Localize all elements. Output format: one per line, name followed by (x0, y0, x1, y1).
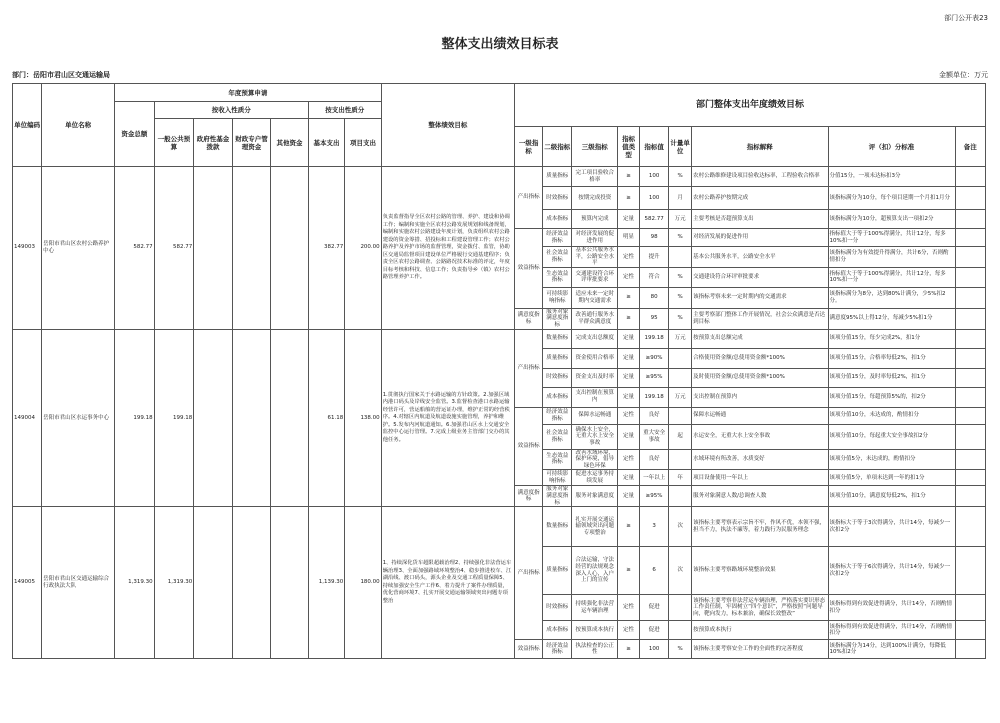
indicator-unit: 万元 (669, 387, 692, 407)
scoring-standard: 指标值大于等于100%得满分，共计12分，每多10%扣一分 (828, 229, 955, 247)
remark-cell (955, 507, 985, 547)
scoring-standard: 指标值大于等于100%得满分，共计12分，每多10%扣一分 (828, 267, 955, 287)
table-number: 部门公开表23 (944, 14, 988, 22)
indicator-level1: 满意度指标 (515, 308, 543, 329)
indicator-explanation: 交通建设符合环评审批要求 (692, 267, 828, 287)
indicator-level2: 质量指标 (543, 547, 572, 595)
header-special: 财政专户管理资金 (232, 119, 271, 167)
header-by-expense: 按支出性质分 (308, 102, 381, 119)
indicator-level2: 质量指标 (543, 348, 572, 368)
indicator-value-type: 定性 (618, 247, 640, 268)
header-total: 资金总额 (115, 102, 155, 167)
remark-cell (955, 595, 985, 621)
indicator-level3: 支出控制在预算内 (572, 387, 618, 407)
indicator-value: 199.18 (640, 387, 669, 407)
scoring-standard: 该指标大于等于6次得满分，共计14分，每减少一次扣2分 (828, 547, 955, 595)
header-l1: 一级指标 (515, 127, 543, 167)
indicator-level2: 服务对象满意度指标 (543, 308, 572, 329)
remark-cell (955, 486, 985, 507)
indicator-level2: 可持续影响指标 (543, 470, 572, 486)
indicator-value-type: ≥ (618, 287, 640, 308)
unit-overall-goal: 1、持续深化货车超限超载治理2、持续强化非法营运车辆治理3、全面加强路域环境整治4、稳步推进校车、江湖沿线、渡口码头，源头企业及交通工程质量保障5、持续加强安全生产工作6、着力提升了案件办理质量，优化营商环境7、扎实开展交通运输领域突出问题专项整治 (381, 507, 514, 659)
indicator-level3: 基本公共服务水平，公路安全水平 (572, 247, 618, 268)
indicator-value-type: 明显 (618, 229, 640, 247)
department-label: 部门：岳阳市君山区交通运输局 (12, 71, 110, 79)
indicator-value-type: 定量 (618, 210, 640, 229)
remark-cell (955, 407, 985, 424)
scoring-standard: 该项分值10分，未达成的，酌情扣分 (828, 407, 955, 424)
indicator-value-type: 定性 (618, 621, 640, 640)
header-overall-goal: 整体绩效目标 (381, 84, 514, 167)
unit-other (271, 329, 309, 507)
indicator-explanation: 该指标主要考察表示宗旨不牢，作风不优，本领不强，担当不力，执法不廉等，着力践行为民服务理念 (692, 507, 828, 547)
indicator-unit: % (669, 167, 692, 187)
indicator-unit: 万元 (669, 329, 692, 348)
scoring-standard: 该指标满分为有效提升得满分，共计6分，否则酌情扣分 (828, 247, 955, 268)
remark-cell (955, 470, 985, 486)
unit-name: 岳阳市君山区农村公路养护中心 (42, 167, 115, 330)
indicator-unit (669, 247, 692, 268)
indicator-explanation: 水域环境有所改善，水质变好 (692, 449, 828, 470)
remark-cell (955, 287, 985, 308)
indicator-value: 3 (640, 507, 669, 547)
remark-cell (955, 187, 985, 210)
money-unit-label: 金额单位：万元 (939, 71, 988, 79)
indicator-explanation: 对经济发展的促进作用 (692, 229, 828, 247)
indicator-value: ≥95% (640, 368, 669, 387)
indicator-value: ≥95% (640, 486, 669, 507)
indicator-value-type: 定量 (618, 348, 640, 368)
scoring-standard: 该指标满分为10分，每个项目延期一个月扣1月分 (828, 187, 955, 210)
indicator-level1: 效益指标 (515, 229, 543, 309)
indicator-value: 促进 (640, 595, 669, 621)
header-basic: 基本支出 (308, 119, 344, 167)
indicator-level3: 交通建设符合环评审批要求 (572, 267, 618, 287)
header-fund: 政府性基金拨款 (194, 119, 233, 167)
indicator-explanation: 该指标主要考察安全工作的全面性的完善程度 (692, 640, 828, 659)
indicator-value-type: 定量 (618, 387, 640, 407)
indicator-unit: % (669, 287, 692, 308)
indicator-level2: 生态效益指标 (543, 267, 572, 287)
indicator-value: 良好 (640, 407, 669, 424)
indicator-unit (669, 449, 692, 470)
indicator-level2: 质量指标 (543, 167, 572, 187)
unit-project: 180.00 (345, 507, 381, 659)
unit-fund (194, 167, 233, 330)
indicator-level1: 产出指标 (515, 329, 543, 407)
unit-code: 149003 (13, 167, 42, 330)
page-title: 整体支出绩效目标表 (441, 37, 559, 52)
indicator-value-type: ≥ (618, 187, 640, 210)
indicator-level2: 社会效益指标 (543, 424, 572, 449)
indicator-level2: 数量指标 (543, 329, 572, 348)
indicator-level1: 效益指标 (515, 407, 543, 486)
indicator-value: 100 (640, 167, 669, 187)
unit-basic: 61.18 (308, 329, 344, 507)
indicator-value: 促进 (640, 621, 669, 640)
scoring-standard: 该指标得到有效促进得满分，共计14分，否则酌情扣分 (828, 621, 955, 640)
unit-name: 岳阳市君山区交通运输综合行政执法大队 (42, 507, 115, 659)
scoring-standard: 该项分值15分，合格率每低2%，扣1分 (828, 348, 955, 368)
indicator-unit (669, 595, 692, 621)
indicator-level2: 成本指标 (543, 387, 572, 407)
scoring-standard: 该项分值5分，单项未达到一年的扣1分 (828, 470, 955, 486)
remark-cell (955, 424, 985, 449)
indicator-level3: 合法运输，守法经营的法规观念深入人心，入户上门的宣传 (572, 547, 618, 595)
indicator-explanation: 及时使用资金额/总使用资金额*100% (692, 368, 828, 387)
indicator-level2: 成本指标 (543, 210, 572, 229)
unit-general: 1,319.30 (154, 507, 194, 659)
indicator-value-type: 定性 (618, 595, 640, 621)
remark-cell (955, 449, 985, 470)
indicator-level2: 服务对象满意度指标 (543, 486, 572, 507)
indicator-unit: 万元 (669, 210, 692, 229)
table-row (13, 507, 986, 547)
indicator-level2: 时效指标 (543, 595, 572, 621)
header-general: 一般公共预算 (154, 119, 194, 167)
unit-total: 199.18 (115, 329, 155, 507)
indicator-value: 98 (640, 229, 669, 247)
header-score: 评（扣）分标准 (828, 127, 955, 167)
indicator-explanation: 支出控制在预算内 (692, 387, 828, 407)
indicator-level3: 预算内完成 (572, 210, 618, 229)
indicator-unit (669, 407, 692, 424)
indicator-unit (669, 621, 692, 640)
indicator-level2: 时效指标 (543, 187, 572, 210)
remark-cell (955, 229, 985, 247)
indicator-explanation: 农村公路养护按期完成 (692, 187, 828, 210)
indicator-value: 582.77 (640, 210, 669, 229)
indicator-explanation: 项目设备使用一年以上 (692, 470, 828, 486)
indicator-value: 良好 (640, 449, 669, 470)
indicator-value: 符合 (640, 267, 669, 287)
indicator-unit (669, 368, 692, 387)
indicator-value-type: ≥ (618, 640, 640, 659)
indicator-level3: 保障水运畅通 (572, 407, 618, 424)
unit-special (232, 329, 271, 507)
remark-cell (955, 368, 985, 387)
unit-project: 200.00 (345, 167, 381, 330)
indicator-value: ≥90% (640, 348, 669, 368)
scoring-standard: 分值15分，一项未达标扣3分 (828, 167, 955, 187)
indicator-level2: 时效指标 (543, 368, 572, 387)
indicator-level3: 资金使用合格率 (572, 348, 618, 368)
scoring-standard: 该指标满分为10分，超预算支出一项扣2分 (828, 210, 955, 229)
indicator-level3: 促进水运事务持续发展 (572, 470, 618, 486)
indicator-value-type: ≥ (618, 167, 640, 187)
indicator-level1: 产出指标 (515, 167, 543, 229)
indicator-level3: 持续强化非法营运车辆治理 (572, 595, 618, 621)
header-project: 项目支出 (345, 119, 381, 167)
indicator-explanation: 该指标考察未来一定时期内的交通需求 (692, 287, 828, 308)
indicator-explanation: 该指标主要考察路域环境整治效果 (692, 547, 828, 595)
header-val: 指标值 (640, 127, 669, 167)
scoring-standard: 该指标满分为14分，达到100%计满分，每降低10%扣2分 (828, 640, 955, 659)
indicator-level3: 服务对象满意度 (572, 486, 618, 507)
header-other: 其他资金 (271, 119, 309, 167)
header-l3: 三级指标 (572, 127, 618, 167)
indicator-level3: 按期完成投资 (572, 187, 618, 210)
indicator-level3: 改善通行服务水平群众满意度 (572, 308, 618, 329)
remark-cell (955, 387, 985, 407)
indicator-level2: 数量指标 (543, 507, 572, 547)
indicator-value: 100 (640, 187, 669, 210)
indicator-value-type: 定性 (618, 407, 640, 424)
indicator-value: 重大安全事故 (640, 424, 669, 449)
unit-other (271, 167, 309, 330)
indicator-value-type: 定性 (618, 449, 640, 470)
indicator-level2: 经济效益指标 (543, 407, 572, 424)
indicator-unit (669, 486, 692, 507)
indicator-value-type: ≥ (618, 507, 640, 547)
indicator-explanation: 按预算成本执行 (692, 621, 828, 640)
performance-table (12, 83, 986, 659)
indicator-explanation: 保障水运畅通 (692, 407, 828, 424)
indicator-value-type: 定量 (618, 486, 640, 507)
indicator-level1: 效益指标 (515, 640, 543, 659)
indicator-explanation: 按预算支出总额完成 (692, 329, 828, 348)
scoring-standard: 该项分值15分，每少完成2%，扣1分 (828, 329, 955, 348)
unit-special (232, 167, 271, 330)
unit-basic: 382.77 (308, 167, 344, 330)
indicator-explanation: 基本公共服务水平，公路安全水平 (692, 247, 828, 268)
remark-cell (955, 621, 985, 640)
indicator-unit (669, 348, 692, 368)
remark-cell (955, 348, 985, 368)
unit-general: 582.77 (154, 167, 194, 330)
indicator-value: 一年以上 (640, 470, 669, 486)
indicator-unit: % (669, 640, 692, 659)
indicator-unit: % (669, 229, 692, 247)
indicator-unit: 次 (669, 547, 692, 595)
indicator-explanation: 主要考察部门整体工作开展情况，社会公众满意是否达到目标 (692, 308, 828, 329)
indicator-level3: 扎实开展交通运输领域突出问题专项整治 (572, 507, 618, 547)
indicator-level2: 社会效益指标 (543, 247, 572, 268)
unit-project: 138.00 (345, 329, 381, 507)
indicator-unit: % (669, 308, 692, 329)
unit-fund (194, 329, 233, 507)
remark-cell (955, 167, 985, 187)
indicator-value: 95 (640, 308, 669, 329)
unit-total: 582.77 (115, 167, 155, 330)
header-unit: 计量单位 (669, 127, 692, 167)
unit-general: 199.18 (154, 329, 194, 507)
header-remark: 备注 (955, 127, 985, 167)
unit-overall-goal: 负责监督指导全区农村公路的管理、养护、建设和协调工作；编制和实施全区农村公路发展规划和线备规划，编制和实施农村公路建设年度计划，负责组织农村公路建设的资金筹措、招投标和工程建设管理工作；农村公路养护及养护市场的监督管理，资金拨付、监管，协助区交通局监督项目建设单位严格履行交通基建程序；负责全区农村公路调查、公路路况技术标准的评定，年度目标考核和科技、信息工作；负责指导乡（镇）农村公路管理养护工作。 (381, 167, 514, 330)
indicator-value-type: 定量 (618, 329, 640, 348)
header-code: 单位编码 (13, 84, 42, 167)
indicator-level3: 对经济发展的促进作用 (572, 229, 618, 247)
indicator-explanation: 水运安全，无重大水上安全事故 (692, 424, 828, 449)
remark-cell (955, 547, 985, 595)
indicator-explanation: 服务对象满意人数/总调查人数 (692, 486, 828, 507)
indicator-value-type: ≥ (618, 308, 640, 329)
header-by-income: 按收入性质分 (154, 102, 308, 119)
indicator-level3: 改善水域环境，保护环境，倡导绿色环保 (572, 449, 618, 470)
remark-cell (955, 247, 985, 268)
indicator-unit: 起 (669, 424, 692, 449)
indicator-value-type: ≥ (618, 547, 640, 595)
header-dept-goal: 部门整体支出年度绩效目标 (515, 84, 986, 127)
indicator-level3: 资金支出及时率 (572, 368, 618, 387)
header-explain: 指标解释 (692, 127, 828, 167)
indicator-value: 提升 (640, 247, 669, 268)
indicator-level2: 经济效益指标 (543, 229, 572, 247)
scoring-standard: 该指标大于等于3次得满分，共计14分，每减少一次扣2分 (828, 507, 955, 547)
indicator-unit: 次 (669, 507, 692, 547)
scoring-standard: 该指标满分为8分，达到80%计满分，少5%扣2分。 (828, 287, 955, 308)
table-row (13, 167, 986, 187)
indicator-value-type: 定量 (618, 470, 640, 486)
remark-cell (955, 267, 985, 287)
unit-fund (194, 507, 233, 659)
indicator-value: 6 (640, 547, 669, 595)
indicator-unit: % (669, 267, 692, 287)
header-l2: 二级指标 (543, 127, 572, 167)
indicator-level1: 满意度指标 (515, 486, 543, 507)
indicator-explanation: 农村公路维修建设项目验收达标率，工程验收合格率 (692, 167, 828, 187)
unit-name: 岳阳市君山区水运事务中心 (42, 329, 115, 507)
indicator-level3: 完成支出总额度 (572, 329, 618, 348)
indicator-value: 100 (640, 640, 669, 659)
unit-special (232, 507, 271, 659)
indicator-unit: 月 (669, 187, 692, 210)
header-annual-budget: 年度预算申请 (115, 84, 382, 102)
remark-cell (955, 640, 985, 659)
indicator-explanation: 合格使用资金额/总使用资金额*100% (692, 348, 828, 368)
indicator-level2: 经济效益指标 (543, 640, 572, 659)
indicator-explanation: 该指标主要考察非法营运车辆治理，严格落实要识形态工作责任制，牢固树立“四个意识”，严格按照“问题导向，靶向发力，标本兼治，确保长效整改” (692, 595, 828, 621)
header-name: 单位名称 (42, 84, 115, 167)
unit-total: 1,319.30 (115, 507, 155, 659)
scoring-standard: 满意度95%以上得12分，每减少5%扣1分 (828, 308, 955, 329)
indicator-level3: 完工项目验收合格率 (572, 167, 618, 187)
unit-code: 149005 (13, 507, 42, 659)
scoring-standard: 该项分值15分，及时率每低2%，扣1分 (828, 368, 955, 387)
table-row (13, 329, 986, 348)
remark-cell (955, 308, 985, 329)
indicator-level3: 执法检查的公正性 (572, 640, 618, 659)
indicator-unit: 年 (669, 470, 692, 486)
scoring-standard: 该项分值10分，每起重大安全事故扣2分 (828, 424, 955, 449)
unit-overall-goal: 1.贯彻执行国家关于水路运输的方针政策。2.加强区域内港口码头及岸线安全监管。3.监督检查港口水路运输经营许可，营运船舶的营运证办理，维护正常的经营秩序。4.对辖区内航道及航道设施实施管理，养护和维护。5.发布内河航道通知。6.加强君山区水上交通安全监控中心运行管理。7.完成上级业务主管部门交办的其他任务。 (381, 329, 514, 507)
indicator-value-type: 定量 (618, 424, 640, 449)
indicator-level3: 按预算成本执行 (572, 621, 618, 640)
indicator-level2: 可持续影响指标 (543, 287, 572, 308)
indicator-explanation: 主要考核是否超预算支出 (692, 210, 828, 229)
remark-cell (955, 210, 985, 229)
indicator-level3: 确保水上安全，无重大水上安全事故 (572, 424, 618, 449)
header-vtype: 指标值类型 (618, 127, 640, 167)
indicator-level2: 成本指标 (543, 621, 572, 640)
scoring-standard: 该项分值15分，每超预算5%的，扣2分 (828, 387, 955, 407)
unit-basic: 1,139.30 (308, 507, 344, 659)
indicator-value: 80 (640, 287, 669, 308)
scoring-standard: 该指标得到有效促进得满分，共计14分，否则酌情扣分 (828, 595, 955, 621)
indicator-value-type: 定性 (618, 267, 640, 287)
indicator-value: 199.18 (640, 329, 669, 348)
scoring-standard: 该项分值5分，未达成的，酌情扣分 (828, 449, 955, 470)
unit-code: 149004 (13, 329, 42, 507)
indicator-value-type: 定量 (618, 368, 640, 387)
scoring-standard: 该项分值10分，满意度每低2%，扣1分 (828, 486, 955, 507)
indicator-level3: 适应未来一定时期内交通需求 (572, 287, 618, 308)
indicator-level2: 生态效益指标 (543, 449, 572, 470)
unit-other (271, 507, 309, 659)
remark-cell (955, 329, 985, 348)
indicator-level1: 产出指标 (515, 507, 543, 640)
